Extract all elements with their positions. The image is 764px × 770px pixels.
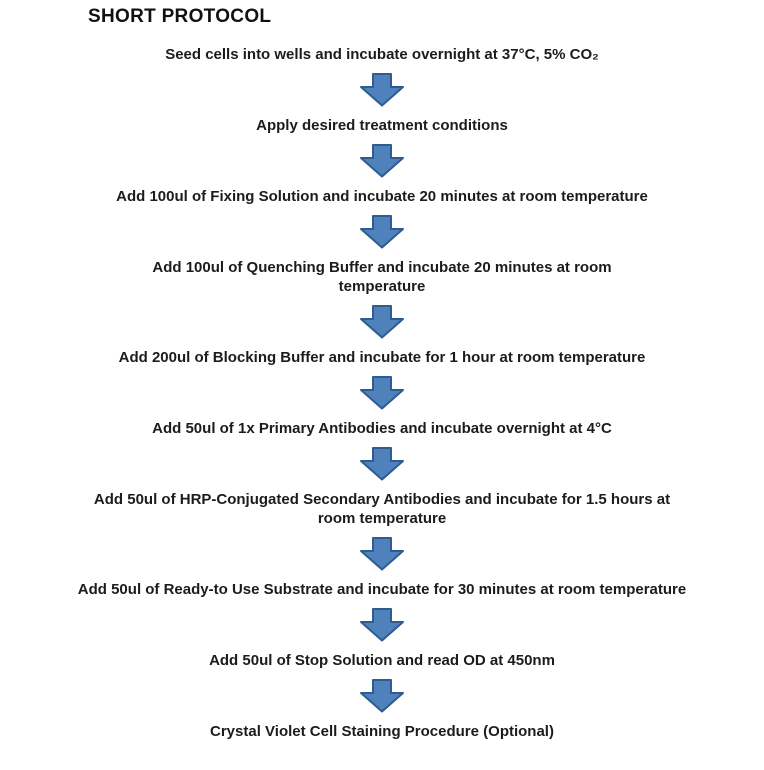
protocol-step: Add 50ul of Stop Solution and read OD at 450nm [209,652,555,669]
protocol-flowchart [0,6,764,770]
steps-container [0,36,764,750]
protocol-step: Crystal Violet Cell Staining Procedure (Optional) [210,723,554,740]
protocol-step: Add 50ul of 1x Primary Antibodies and incubate overnight at 4°C [152,420,612,437]
protocol-step: Add 50ul of Ready-to Use Substrate and incubate for 30 minutes at room temperature [77,581,687,598]
down-arrow-icon [359,447,405,481]
down-arrow-icon [359,608,405,642]
down-arrow-icon [359,679,405,713]
protocol-step: Add 200ul of Blocking Buffer and incubate for 1 hour at room temperature [118,349,646,366]
protocol-step: Apply desired treatment conditions [256,117,508,134]
down-arrow-icon [359,537,405,571]
down-arrow-icon [359,144,405,178]
protocol-step: Add 50ul of HRP-Conjugated Secondary Antibodies and incubate for 1.5 hours at room temperature [93,491,671,527]
page-title: SHORT PROTOCOL [88,6,272,27]
protocol-step: Seed cells into wells and incubate overnight at 37°C, 5% CO₂ [165,46,599,63]
down-arrow-icon [359,215,405,249]
down-arrow-icon [359,376,405,410]
protocol-step: Add 100ul of Quenching Buffer and incubate 20 minutes at room temperature [152,259,612,295]
down-arrow-icon [359,73,405,107]
down-arrow-icon [359,305,405,339]
protocol-step: Add 100ul of Fixing Solution and incubate 20 minutes at room temperature [116,188,648,205]
